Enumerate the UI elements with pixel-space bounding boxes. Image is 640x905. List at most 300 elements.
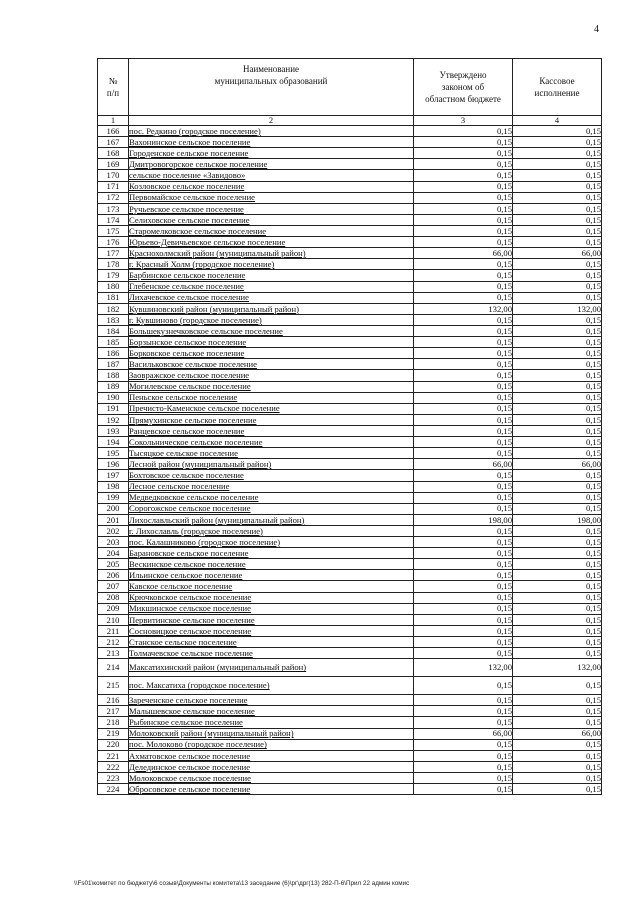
municipality-name: Зареченское сельское поселение [129, 695, 414, 706]
cash-execution-amount: 0,15 [513, 481, 602, 492]
table-row [98, 559, 602, 570]
municipality-name: Молоковское сельское поселение [129, 773, 414, 784]
row-number: 203 [98, 537, 129, 548]
row-number: 182 [98, 303, 129, 314]
row-number: 173 [98, 203, 129, 214]
cash-execution-amount: 0,15 [513, 470, 602, 481]
table-row [98, 592, 602, 603]
approved-amount: 0,15 [414, 739, 513, 750]
row-number: 181 [98, 292, 129, 303]
approved-amount: 0,15 [414, 214, 513, 225]
table-row [98, 637, 602, 648]
municipality-name: Лихачевское сельское поселение [129, 292, 414, 303]
approved-amount: 0,15 [414, 784, 513, 795]
table-row [98, 259, 602, 270]
municipality-name: Васильковское сельское поселение [129, 359, 414, 370]
table-row [98, 314, 602, 325]
municipality-name: Вахонинское сельское поселение [129, 137, 414, 148]
row-number: 224 [98, 784, 129, 795]
municipality-name: Пречисто-Каменское сельское поселение [129, 403, 414, 414]
cash-execution-amount: 0,15 [513, 392, 602, 403]
approved-amount: 0,15 [414, 750, 513, 761]
cash-execution-amount: 66,00 [513, 459, 602, 470]
municipality-name: Малышевское сельское поселение [129, 706, 414, 717]
table-row [98, 773, 602, 784]
table-row [98, 648, 602, 659]
municipality-name: Ахматовское сельское поселение [129, 750, 414, 761]
cash-execution-amount: 0,15 [513, 525, 602, 536]
cash-execution-amount: 0,15 [513, 437, 602, 448]
cash-execution-amount: 0,15 [513, 648, 602, 659]
cash-execution-amount: 0,15 [513, 739, 602, 750]
approved-amount: 0,15 [414, 677, 513, 695]
table-row [98, 270, 602, 281]
row-number: 169 [98, 159, 129, 170]
table-row [98, 126, 602, 137]
cash-execution-amount: 0,15 [513, 425, 602, 436]
municipality-name: Первомайское сельское поселение [129, 192, 414, 203]
table-row [98, 137, 602, 148]
row-number: 202 [98, 525, 129, 536]
municipality-name: Максатихинский район (муниципальный район) [129, 659, 414, 677]
table-row [98, 159, 602, 170]
approved-amount: 0,15 [414, 592, 513, 603]
column-number: 3 [414, 116, 513, 126]
approved-amount: 0,15 [414, 773, 513, 784]
approved-amount: 0,15 [414, 148, 513, 159]
municipality-name: Обросовское сельское поселение [129, 784, 414, 795]
table-row [98, 225, 602, 236]
municipality-name: Сорогожское сельское поселение [129, 503, 414, 514]
header-cash: Кассовое исполнение [513, 59, 602, 116]
row-number: 206 [98, 570, 129, 581]
approved-amount: 0,15 [414, 717, 513, 728]
table-row [98, 292, 602, 303]
approved-amount: 0,15 [414, 392, 513, 403]
municipality-name: пос. Молоково (городское поселение) [129, 739, 414, 750]
approved-amount: 0,15 [414, 559, 513, 570]
table-row [98, 281, 602, 292]
row-number: 170 [98, 170, 129, 181]
approved-amount: 0,15 [414, 225, 513, 236]
header-approved: Утверждено законом об областном бюджете [414, 59, 513, 116]
row-number: 209 [98, 603, 129, 614]
approved-amount: 0,15 [414, 270, 513, 281]
approved-amount: 0,15 [414, 237, 513, 248]
cash-execution-amount: 0,15 [513, 637, 602, 648]
table-row [98, 381, 602, 392]
row-number: 223 [98, 773, 129, 784]
table-row [98, 514, 602, 525]
municipality-name: Дмитровогорское сельское поселение [129, 159, 414, 170]
row-number: 199 [98, 492, 129, 503]
approved-amount: 0,15 [414, 537, 513, 548]
table-row [98, 659, 602, 677]
cash-execution-amount: 0,15 [513, 259, 602, 270]
approved-amount: 0,15 [414, 403, 513, 414]
table-row [98, 581, 602, 592]
approved-amount: 0,15 [414, 548, 513, 559]
table-row [98, 448, 602, 459]
table-row [98, 392, 602, 403]
cash-execution-amount: 66,00 [513, 728, 602, 739]
approved-amount: 0,15 [414, 314, 513, 325]
table-row [98, 492, 602, 503]
row-number: 196 [98, 459, 129, 470]
cash-execution-amount: 0,15 [513, 614, 602, 625]
cash-execution-amount: 0,15 [513, 381, 602, 392]
table-row [98, 537, 602, 548]
cash-execution-amount: 0,15 [513, 325, 602, 336]
row-number: 207 [98, 581, 129, 592]
municipality-name: Первитинское сельское поселение [129, 614, 414, 625]
cash-execution-amount: 0,15 [513, 181, 602, 192]
cash-execution-amount: 0,15 [513, 717, 602, 728]
municipality-name: Барбинское сельское поселение [129, 270, 414, 281]
municipality-name: Сокольническое сельское поселение [129, 437, 414, 448]
table-row [98, 761, 602, 772]
table-row [98, 214, 602, 225]
municipality-name: Селиховское сельское поселение [129, 214, 414, 225]
municipality-name: Большекузнечковское сельское поселение [129, 325, 414, 336]
row-number: 185 [98, 337, 129, 348]
approved-amount: 0,15 [414, 337, 513, 348]
page-number: 4 [594, 24, 599, 35]
cash-execution-amount: 0,15 [513, 214, 602, 225]
table-row [98, 337, 602, 348]
municipality-name: пос. Максатиха (городское поселение) [129, 677, 414, 695]
cash-execution-amount: 0,15 [513, 237, 602, 248]
row-number: 184 [98, 325, 129, 336]
row-number: 191 [98, 403, 129, 414]
municipality-name: Могилевское сельское поселение [129, 381, 414, 392]
table-row [98, 303, 602, 314]
cash-execution-amount: 0,15 [513, 414, 602, 425]
cash-execution-amount: 0,15 [513, 570, 602, 581]
cash-execution-amount: 0,15 [513, 148, 602, 159]
table-row [98, 739, 602, 750]
cash-execution-amount: 0,15 [513, 537, 602, 548]
approved-amount: 0,15 [414, 761, 513, 772]
cash-execution-amount: 0,15 [513, 761, 602, 772]
table-header-row [98, 59, 602, 116]
municipality-name: Микшинское сельское поселение [129, 603, 414, 614]
table-row [98, 750, 602, 761]
municipality-name: Барановское сельское поселение [129, 548, 414, 559]
municipality-name: Толмачевское сельское поселение [129, 648, 414, 659]
table-row [98, 728, 602, 739]
cash-execution-amount: 0,15 [513, 581, 602, 592]
cash-execution-amount: 0,15 [513, 503, 602, 514]
cash-execution-amount: 198,00 [513, 514, 602, 525]
row-number: 198 [98, 481, 129, 492]
row-number: 215 [98, 677, 129, 695]
cash-execution-amount: 0,15 [513, 159, 602, 170]
row-number: 172 [98, 192, 129, 203]
table-row [98, 403, 602, 414]
approved-amount: 0,15 [414, 348, 513, 359]
table-row [98, 525, 602, 536]
approved-amount: 0,15 [414, 292, 513, 303]
row-number: 213 [98, 648, 129, 659]
table-row [98, 325, 602, 336]
table-row [98, 470, 602, 481]
cash-execution-amount: 0,15 [513, 359, 602, 370]
approved-amount: 0,15 [414, 695, 513, 706]
approved-amount: 0,15 [414, 525, 513, 536]
cash-execution-amount: 0,15 [513, 695, 602, 706]
approved-amount: 0,15 [414, 706, 513, 717]
municipality-name: г. Красный Холм (городское поселение) [129, 259, 414, 270]
header-number: № п/п [98, 59, 129, 116]
row-number: 200 [98, 503, 129, 514]
row-number: 168 [98, 148, 129, 159]
cash-execution-amount: 0,15 [513, 203, 602, 214]
municipality-name: г. Лихославль (городское поселение) [129, 525, 414, 536]
budget-table [97, 58, 602, 795]
approved-amount: 0,15 [414, 192, 513, 203]
table-row [98, 695, 602, 706]
municipality-name: Рыбинское сельское поселение [129, 717, 414, 728]
municipality-name: Старомелковское сельское поселение [129, 225, 414, 236]
cash-execution-amount: 0,15 [513, 170, 602, 181]
column-number: 4 [513, 116, 602, 126]
municipality-name: Ранцевское сельское поселение [129, 425, 414, 436]
approved-amount: 0,15 [414, 437, 513, 448]
row-number: 205 [98, 559, 129, 570]
table-body [98, 126, 602, 795]
cash-execution-amount: 0,15 [513, 773, 602, 784]
row-number: 201 [98, 514, 129, 525]
table-row [98, 481, 602, 492]
row-number: 166 [98, 126, 129, 137]
row-number: 175 [98, 225, 129, 236]
municipality-name: Вескинское сельское поселение [129, 559, 414, 570]
file-path-footer: \\Fs01\комитет по бюджету\6 созыв\Документы комитета\13 заседание (6)\рг\дрг(13) 282-П-6\Прил 22 админ комис [74, 880, 410, 887]
approved-amount: 0,15 [414, 492, 513, 503]
approved-amount: 0,15 [414, 170, 513, 181]
municipality-name: сельское поселение «Завидово» [129, 170, 414, 181]
cash-execution-amount: 0,15 [513, 348, 602, 359]
municipality-name: Медведковское сельское поселение [129, 492, 414, 503]
municipality-name: Бохтовское сельское поселение [129, 470, 414, 481]
approved-amount: 0,15 [414, 503, 513, 514]
approved-amount: 198,00 [414, 514, 513, 525]
row-number: 171 [98, 181, 129, 192]
cash-execution-amount: 0,15 [513, 292, 602, 303]
row-number: 176 [98, 237, 129, 248]
cash-execution-amount: 0,15 [513, 126, 602, 137]
cash-execution-amount: 0,15 [513, 337, 602, 348]
municipality-name: пос. Редкино (городское поселение) [129, 126, 414, 137]
approved-amount: 0,15 [414, 203, 513, 214]
cash-execution-amount: 0,15 [513, 137, 602, 148]
table-row [98, 459, 602, 470]
table-row [98, 625, 602, 636]
row-number: 167 [98, 137, 129, 148]
row-number: 180 [98, 281, 129, 292]
row-number: 220 [98, 739, 129, 750]
row-number: 174 [98, 214, 129, 225]
municipality-name: Лесное сельское поселение [129, 481, 414, 492]
municipality-name: Кувшиновский район (муниципальный район) [129, 303, 414, 314]
cash-execution-amount: 0,15 [513, 750, 602, 761]
cash-execution-amount: 0,15 [513, 559, 602, 570]
approved-amount: 66,00 [414, 728, 513, 739]
row-number: 216 [98, 695, 129, 706]
municipality-name: Городенское сельское поселение [129, 148, 414, 159]
municipality-name: Ручьевское сельское поселение [129, 203, 414, 214]
municipality-name: Заовражское сельское поселение [129, 370, 414, 381]
table-row [98, 192, 602, 203]
row-number: 212 [98, 637, 129, 648]
municipality-name: Глебенское сельское поселение [129, 281, 414, 292]
table-row [98, 425, 602, 436]
table-row [98, 170, 602, 181]
approved-amount: 66,00 [414, 459, 513, 470]
column-number: 2 [129, 116, 414, 126]
cash-execution-amount: 66,00 [513, 248, 602, 259]
table-row [98, 370, 602, 381]
approved-amount: 0,15 [414, 159, 513, 170]
table-row [98, 181, 602, 192]
municipality-name: Кавское сельское поселение [129, 581, 414, 592]
row-number: 204 [98, 548, 129, 559]
table-row [98, 614, 602, 625]
row-number: 211 [98, 625, 129, 636]
municipality-name: Станское сельское поселение [129, 637, 414, 648]
approved-amount: 132,00 [414, 659, 513, 677]
row-number: 188 [98, 370, 129, 381]
approved-amount: 0,15 [414, 648, 513, 659]
approved-amount: 0,15 [414, 181, 513, 192]
cash-execution-amount: 0,15 [513, 281, 602, 292]
approved-amount: 0,15 [414, 570, 513, 581]
row-number: 187 [98, 359, 129, 370]
row-number: 219 [98, 728, 129, 739]
row-number: 197 [98, 470, 129, 481]
municipality-name: Лесной район (муниципальный район) [129, 459, 414, 470]
row-number: 193 [98, 425, 129, 436]
approved-amount: 0,15 [414, 625, 513, 636]
row-number: 183 [98, 314, 129, 325]
row-number: 210 [98, 614, 129, 625]
municipality-name: Тысяцкое сельское поселение [129, 448, 414, 459]
row-number: 217 [98, 706, 129, 717]
municipality-name: пос. Калашниково (городское поселение) [129, 537, 414, 548]
cash-execution-amount: 0,15 [513, 784, 602, 795]
row-number: 177 [98, 248, 129, 259]
cash-execution-amount: 0,15 [513, 625, 602, 636]
municipality-name: Борковское сельское поселение [129, 348, 414, 359]
municipality-name: Ильинское сельское поселение [129, 570, 414, 581]
table-row [98, 677, 602, 695]
municipality-name: Делединское сельское поселение [129, 761, 414, 772]
approved-amount: 0,15 [414, 603, 513, 614]
municipality-name: Лихославльский район (муниципальный район) [129, 514, 414, 525]
approved-amount: 0,15 [414, 414, 513, 425]
municipality-name: Молоковский район (муниципальный район) [129, 728, 414, 739]
cash-execution-amount: 0,15 [513, 448, 602, 459]
municipality-name: Крючковское сельское поселение [129, 592, 414, 603]
table-row [98, 359, 602, 370]
approved-amount: 0,15 [414, 359, 513, 370]
cash-execution-amount: 0,15 [513, 192, 602, 203]
cash-execution-amount: 0,15 [513, 370, 602, 381]
cash-execution-amount: 132,00 [513, 659, 602, 677]
table-row [98, 603, 602, 614]
municipality-name: Юрьево-Девичьевское сельское поселение [129, 237, 414, 248]
header-name: Наименование муниципальных образований [129, 59, 414, 116]
table-row [98, 706, 602, 717]
cash-execution-amount: 0,15 [513, 603, 602, 614]
cash-execution-amount: 132,00 [513, 303, 602, 314]
municipality-name: Краснохолмский район (муниципальный район) [129, 248, 414, 259]
approved-amount: 0,15 [414, 470, 513, 481]
row-number: 214 [98, 659, 129, 677]
table-row [98, 503, 602, 514]
municipality-name: Прямухинское сельское поселение [129, 414, 414, 425]
approved-amount: 0,15 [414, 581, 513, 592]
approved-amount: 0,15 [414, 381, 513, 392]
approved-amount: 0,15 [414, 325, 513, 336]
approved-amount: 66,00 [414, 248, 513, 259]
table-row [98, 414, 602, 425]
table-row [98, 437, 602, 448]
approved-amount: 0,15 [414, 370, 513, 381]
column-number-row [98, 116, 602, 126]
cash-execution-amount: 0,15 [513, 403, 602, 414]
approved-amount: 132,00 [414, 303, 513, 314]
approved-amount: 0,15 [414, 281, 513, 292]
municipality-name: Борзынское сельское поселение [129, 337, 414, 348]
row-number: 194 [98, 437, 129, 448]
table-row [98, 248, 602, 259]
row-number: 178 [98, 259, 129, 270]
approved-amount: 0,15 [414, 126, 513, 137]
table-row [98, 717, 602, 728]
row-number: 195 [98, 448, 129, 459]
table-row [98, 148, 602, 159]
row-number: 189 [98, 381, 129, 392]
row-number: 192 [98, 414, 129, 425]
municipality-name: г. Кувшиново (городское поселение) [129, 314, 414, 325]
row-number: 190 [98, 392, 129, 403]
cash-execution-amount: 0,15 [513, 706, 602, 717]
table-row [98, 548, 602, 559]
table-row [98, 237, 602, 248]
cash-execution-amount: 0,15 [513, 677, 602, 695]
cash-execution-amount: 0,15 [513, 225, 602, 236]
cash-execution-amount: 0,15 [513, 548, 602, 559]
municipality-name: Сосновицкое сельское поселение [129, 625, 414, 636]
row-number: 221 [98, 750, 129, 761]
cash-execution-amount: 0,15 [513, 270, 602, 281]
row-number: 186 [98, 348, 129, 359]
table-row [98, 570, 602, 581]
table-row [98, 203, 602, 214]
row-number: 179 [98, 270, 129, 281]
approved-amount: 0,15 [414, 614, 513, 625]
row-number: 218 [98, 717, 129, 728]
cash-execution-amount: 0,15 [513, 592, 602, 603]
row-number: 208 [98, 592, 129, 603]
cash-execution-amount: 0,15 [513, 314, 602, 325]
column-number: 1 [98, 116, 129, 126]
approved-amount: 0,15 [414, 137, 513, 148]
row-number: 222 [98, 761, 129, 772]
cash-execution-amount: 0,15 [513, 492, 602, 503]
